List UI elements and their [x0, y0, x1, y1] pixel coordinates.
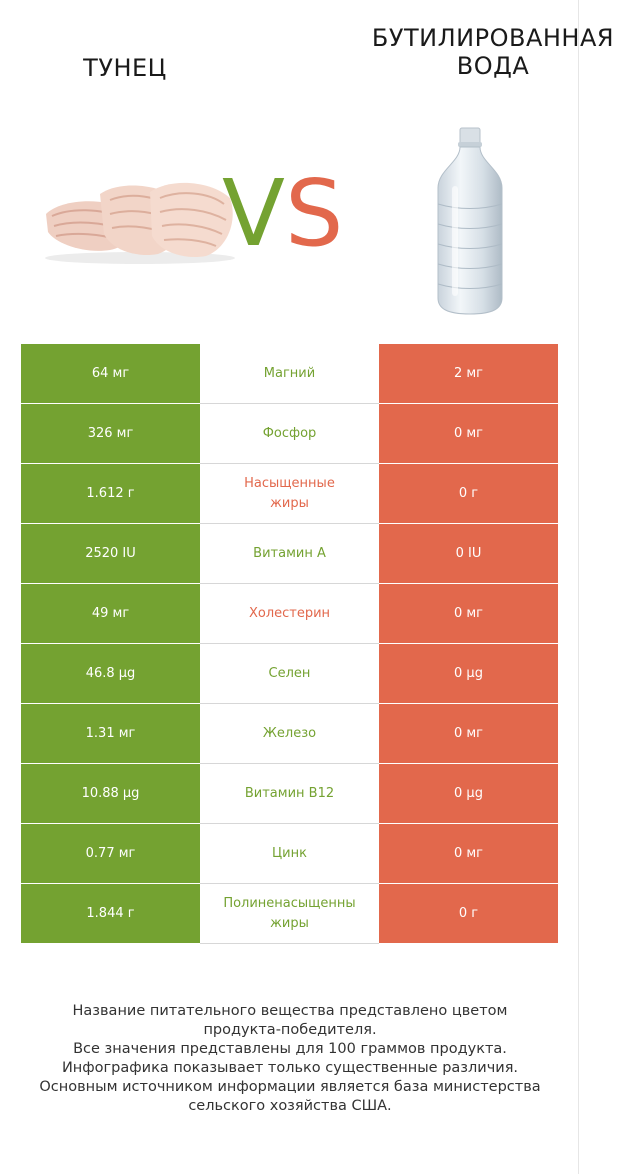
footer-line-1: Название питательного вещества представлено цветом: [72, 1003, 508, 1019]
nutrient-name-line: Селен: [268, 665, 311, 681]
water-bottle-image: [430, 126, 510, 318]
nutrient-name-line: Фосфор: [262, 425, 317, 441]
right-value-cell: 0 IU: [379, 524, 558, 584]
right-value-cell: 0 мг: [379, 584, 558, 644]
footer-note: [20, 1002, 560, 1116]
footer-line-2: продукта-победителя.: [203, 1022, 377, 1038]
left-value-cell: 10.88 µg: [21, 764, 200, 824]
table-row: [21, 884, 558, 944]
nutrient-name-line: Витамин B12: [244, 785, 335, 801]
nutrient-name-line: Витамин A: [253, 545, 326, 561]
left-value-cell: 0.77 мг: [21, 824, 200, 884]
footer-line-4: Инфографика показывает только существенные различия.: [61, 1060, 519, 1076]
nutrient-name-line: Полиненасыщенны: [223, 895, 356, 911]
vs-letter-v: V: [222, 160, 285, 267]
nutrient-comparison-table: [21, 344, 558, 944]
left-value-cell: 64 мг: [21, 344, 200, 404]
right-value-cell: 0 µg: [379, 644, 558, 704]
right-value-cell: 0 г: [379, 884, 558, 944]
right-product-title-line-1: БУТИЛИРОВАННАЯ: [371, 24, 615, 52]
right-value-cell: 0 г: [379, 464, 558, 524]
nutrient-name-line: Железо: [262, 725, 317, 741]
left-product-title: [40, 54, 210, 82]
right-value-cell: 0 мг: [379, 824, 558, 884]
vs-label: [222, 160, 362, 267]
nutrient-name-cell: [200, 524, 379, 584]
nutrient-name-line: Холестерин: [248, 605, 331, 621]
nutrient-name-line: Магний: [263, 365, 316, 381]
left-value-cell: 1.31 мг: [21, 704, 200, 764]
nutrient-name-cell: [200, 464, 379, 524]
table-row: [21, 344, 558, 404]
right-value-cell: 0 мг: [379, 404, 558, 464]
nutrient-name-cell: [200, 584, 379, 644]
left-product-title-text: ТУНЕЦ: [83, 54, 167, 82]
nutrient-name-line: Цинк: [272, 845, 307, 861]
footer-line-5: Основным источником информации является база министерства: [39, 1079, 541, 1095]
right-product-title-line-2: ВОДА: [456, 52, 530, 80]
nutrient-name-cell: [200, 644, 379, 704]
nutrient-name-cell: [200, 884, 379, 944]
table-row: [21, 644, 558, 704]
table-row: [21, 584, 558, 644]
table-row: [21, 524, 558, 584]
nutrient-name-line: жиры: [270, 915, 309, 931]
table-row: [21, 404, 558, 464]
footer-line-6: сельского хозяйства США.: [188, 1098, 392, 1114]
nutrient-name-cell: [200, 344, 379, 404]
vs-letter-s: S: [284, 160, 344, 267]
left-value-cell: 1.612 г: [21, 464, 200, 524]
table-row: [21, 704, 558, 764]
footer-line-3: Все значения представлены для 100 граммов продукта.: [73, 1041, 507, 1057]
left-value-cell: 49 мг: [21, 584, 200, 644]
right-product-title: [362, 24, 624, 80]
left-value-cell: 2520 IU: [21, 524, 200, 584]
table-row: [21, 824, 558, 884]
nutrient-comparison-body: [21, 344, 558, 944]
right-value-cell: 0 µg: [379, 764, 558, 824]
nutrient-name-cell: [200, 764, 379, 824]
right-value-cell: 0 мг: [379, 704, 558, 764]
table-row: [21, 464, 558, 524]
left-value-cell: 46.8 µg: [21, 644, 200, 704]
tuna-image: [40, 170, 240, 270]
right-value-cell: 2 мг: [379, 344, 558, 404]
left-value-cell: 1.844 г: [21, 884, 200, 944]
table-row: [21, 764, 558, 824]
nutrient-name-line: Насыщенные: [244, 475, 335, 491]
left-value-cell: 326 мг: [21, 404, 200, 464]
nutrient-name-cell: [200, 824, 379, 884]
nutrient-name-cell: [200, 704, 379, 764]
nutrient-name-line: жиры: [270, 495, 309, 511]
nutrient-name-cell: [200, 404, 379, 464]
